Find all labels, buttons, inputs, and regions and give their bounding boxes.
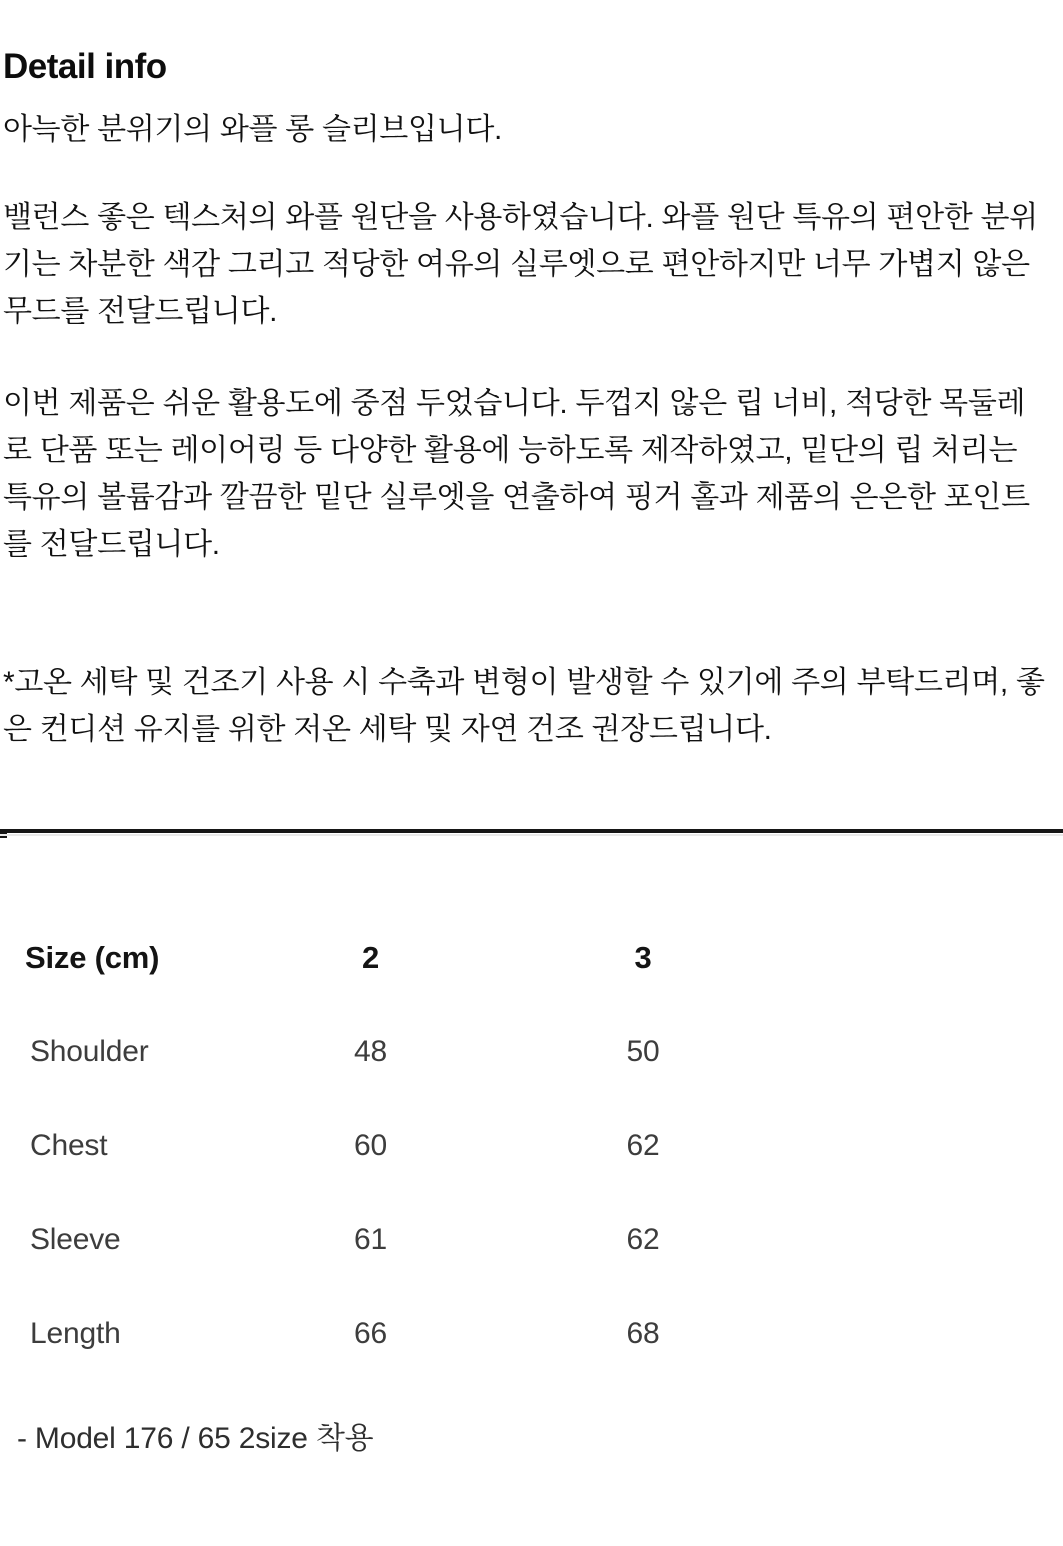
paragraph-care-warning: *고온 세탁 및 건조기 사용 시 수축과 변형이 발생할 수 있기에 주의 부탁드리며, 좋은 컨디션 유지를 위한 저온 세탁 및 자연 건조 권장드립니다. xyxy=(3,666,1045,746)
sleeve-size-3-value: 62 xyxy=(626,1223,660,1256)
paragraph-intro: 아늑한 분위기의 와플 롱 슬리브입니다. xyxy=(3,113,503,146)
model-fit-note: - Model 176 / 65 2size 착용 xyxy=(17,1422,374,1455)
row-label-sleeve: Sleeve xyxy=(30,1223,121,1256)
table-row-shoulder xyxy=(0,1005,1063,1099)
page-title: Detail info xyxy=(3,47,167,86)
table-row-length xyxy=(0,1287,1063,1381)
chest-size-3-value: 62 xyxy=(626,1129,660,1162)
paragraph-fabric: 밸런스 좋은 텍스처의 와플 원단을 사용하였습니다. 와플 원단 특유의 편안한 분위기는 차분한 색감 그리고 적당한 여유의 실루엣으로 편안하지만 너무 가볍지 않은 무드를 전달드립니다. xyxy=(3,201,1038,328)
divider-shadow-line xyxy=(0,834,1063,836)
product-detail-section xyxy=(0,46,1063,753)
table-row-sleeve xyxy=(0,1193,1063,1287)
table-row-chest xyxy=(0,1099,1063,1193)
length-size-3-value: 68 xyxy=(626,1317,660,1350)
size-chart-header-size-3: 3 xyxy=(634,940,652,975)
section-divider xyxy=(0,829,1063,833)
shoulder-size-2-value: 48 xyxy=(354,1035,387,1068)
chest-size-2-value: 60 xyxy=(354,1129,387,1162)
paragraph-usability: 이번 제품은 쉬운 활용도에 중점 두었습니다. 두껍지 않은 립 너비, 적당한 목둘레로 단품 또는 레이어링 등 다양한 활용에 능하도록 제작하였고, 밑단의 립 처리는 특유의 볼륨감과 깔끔한 밑단 실루엣을 연출하여 핑거 홀과 제품의 은은한 포인트를 전달드립니다. xyxy=(3,387,1030,561)
size-chart-header-label: Size (cm) xyxy=(25,940,160,975)
row-label-length: Length xyxy=(30,1317,121,1350)
size-chart xyxy=(0,911,1063,1462)
row-label-chest: Chest xyxy=(30,1129,108,1162)
sleeve-size-2-value: 61 xyxy=(354,1223,387,1256)
length-size-2-value: 66 xyxy=(354,1317,387,1350)
row-label-shoulder: Shoulder xyxy=(30,1035,149,1068)
size-chart-header-row xyxy=(0,911,1063,1005)
size-chart-header-size-2: 2 xyxy=(361,940,380,975)
shoulder-size-3-value: 50 xyxy=(626,1035,660,1068)
